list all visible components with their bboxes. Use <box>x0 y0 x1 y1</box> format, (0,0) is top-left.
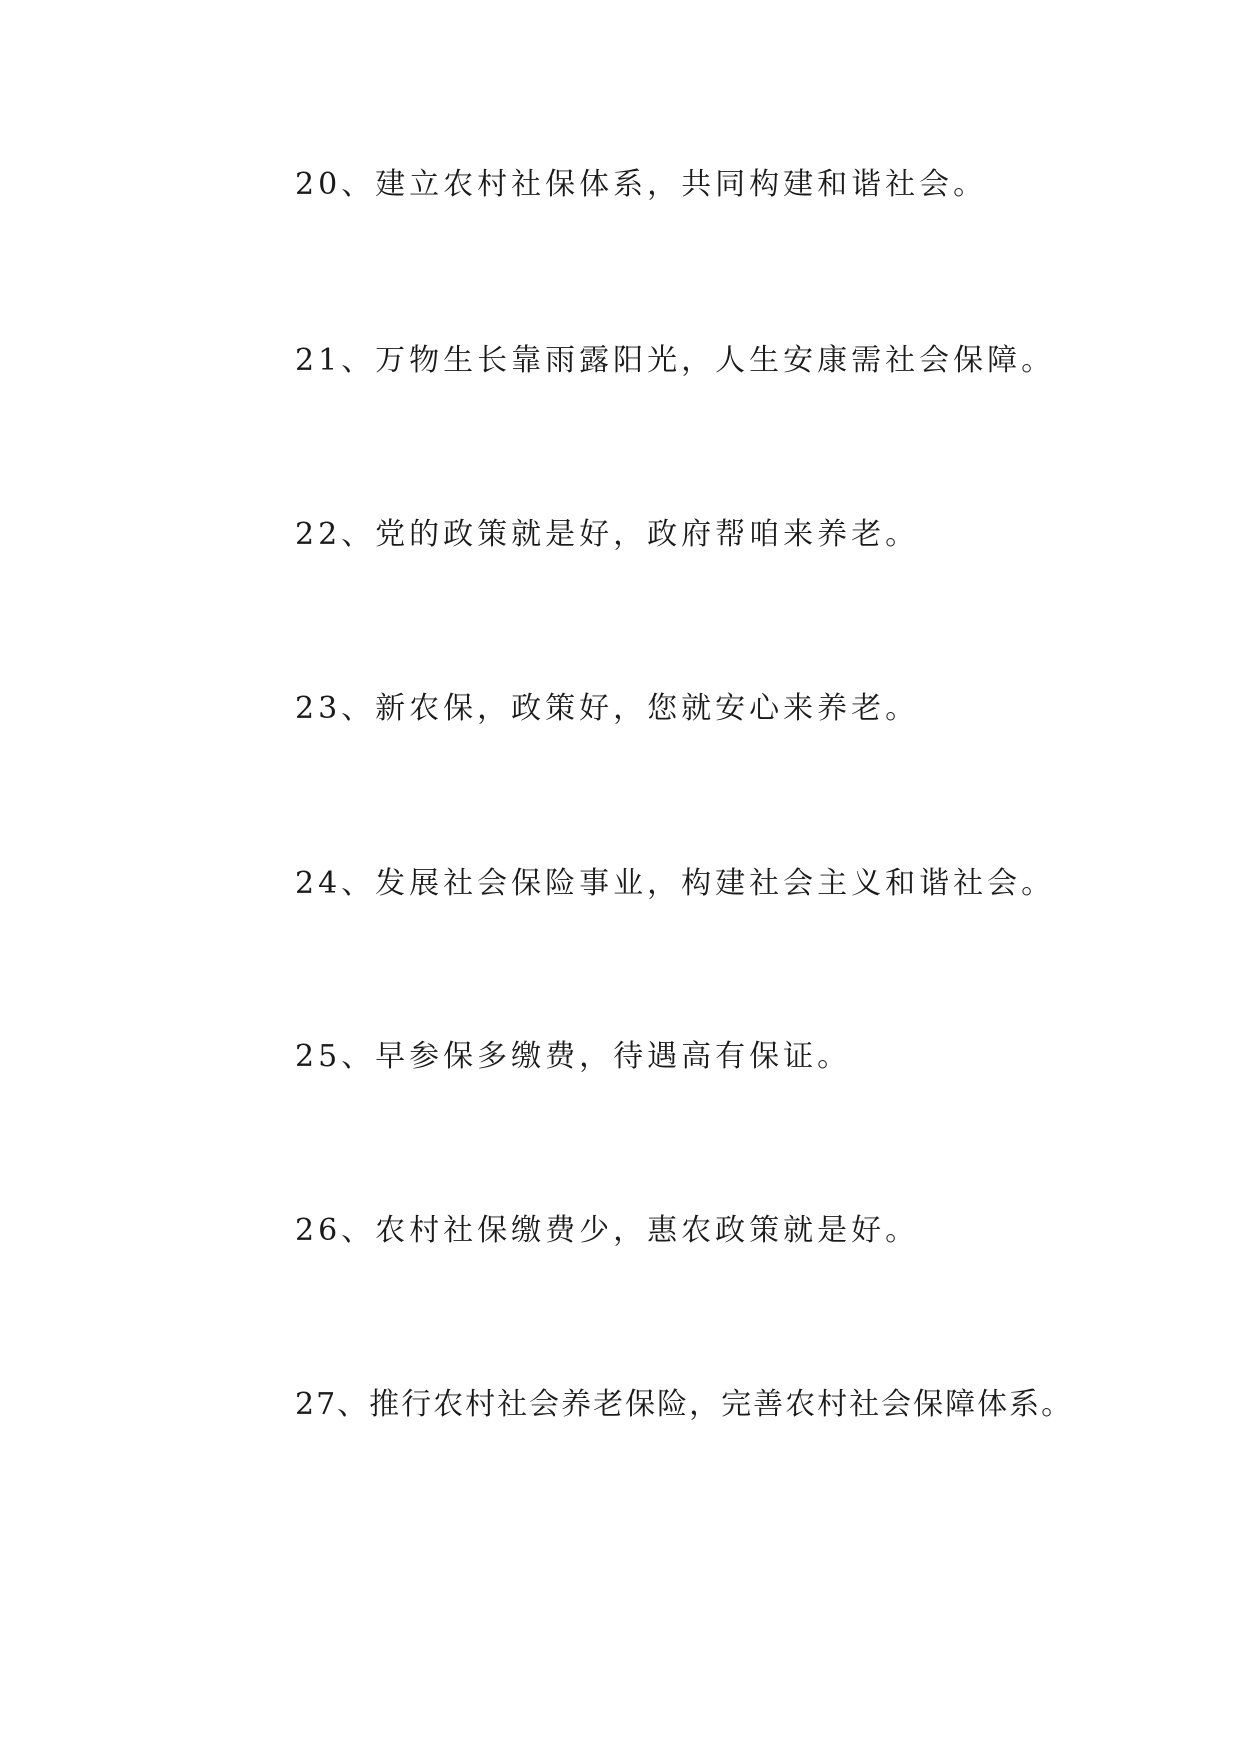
slogan-line-24: 24、发展社会保险事业，构建社会主义和谐社会。 <box>295 866 1056 901</box>
slogan-line-21: 21、万物生长靠雨露阳光，人生安康需社会保障。 <box>295 343 1056 378</box>
slogan-line-27: 27、推行农村社会养老保险，完善农村社会保障体系。 <box>295 1387 1074 1422</box>
slogan-line-22: 22、党的政策就是好，政府帮咱来养老。 <box>295 517 920 552</box>
slogan-line-25: 25、早参保多缴费，待遇高有保证。 <box>295 1039 852 1074</box>
slogan-line-23: 23、新农保，政策好，您就安心来养老。 <box>295 691 920 726</box>
slogan-line-26: 26、农村社保缴费少，惠农政策就是好。 <box>295 1213 920 1248</box>
slogan-line-20: 20、建立农村社保体系，共同构建和谐社会。 <box>295 167 988 202</box>
